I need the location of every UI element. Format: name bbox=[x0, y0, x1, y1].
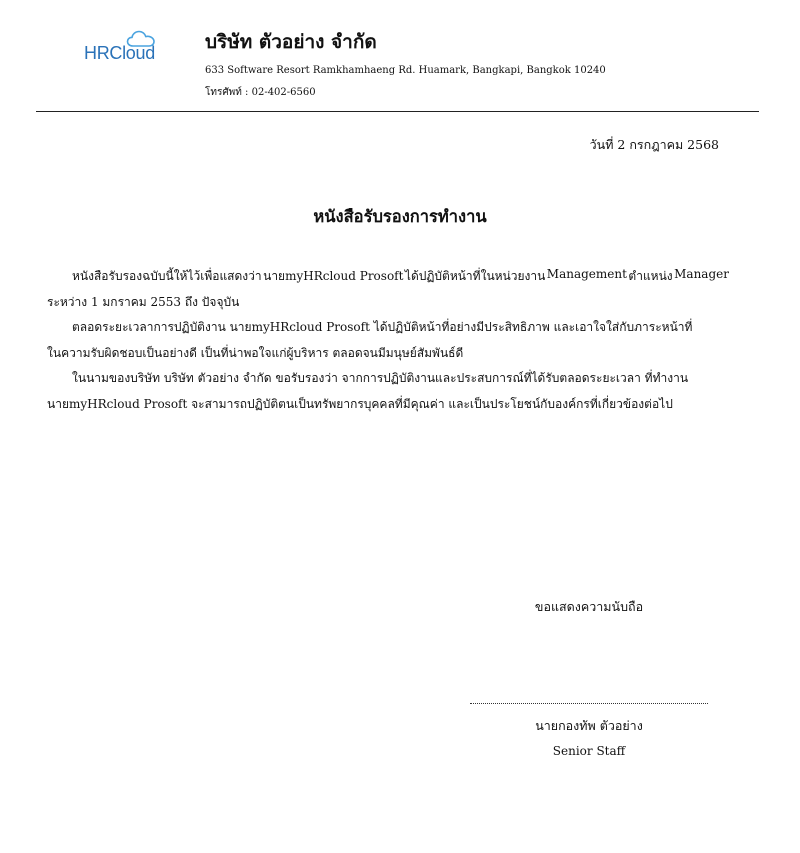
document-date: วันที่ 2 กรกฎาคม 2568 bbox=[589, 137, 719, 152]
body-word: Manager bbox=[674, 267, 729, 281]
signature-closing: ขอแสดงความนับถือ bbox=[534, 599, 644, 614]
body-line-1 bbox=[72, 267, 729, 286]
logo-text: HRCloud bbox=[84, 43, 155, 63]
body-word: นายmyHRcloud Prosoft bbox=[263, 269, 404, 283]
body-word: ตำแหน่ง bbox=[628, 269, 673, 283]
body-line-3: ตลอดระยะเวลาการปฏิบัติงาน นายmyHRcloud Prosoft ได้ปฏิบัติหน้าที่อย่างมีประสิทธิภาพ และเอาใจใส่กับภาระหน้าที่ bbox=[72, 320, 693, 334]
company-logo bbox=[84, 30, 156, 70]
company-phone: โทรศัพท์ : 02-402-6560 bbox=[205, 87, 316, 98]
signatory-position: Senior Staff bbox=[552, 744, 626, 758]
signatory-name: นายกองทัพ ตัวอย่าง bbox=[535, 718, 643, 733]
company-name: บริษัท ตัวอย่าง จำกัด bbox=[205, 31, 377, 53]
body-word: Management bbox=[546, 267, 627, 281]
body-word: หนังสือรับรองฉบับนี้ให้ไว้เพื่อแสดงว่า bbox=[72, 269, 262, 283]
body-line-2: ระหว่าง 1 มกราคม 2553 ถึง ปัจจุบัน bbox=[47, 295, 240, 309]
body-line-4: ในความรับผิดชอบเป็นอย่างดี เป็นที่น่าพอใจแก่ผู้บริหาร ตลอดจนมีมนุษย์สัมพันธ์ดี bbox=[47, 346, 464, 360]
document-title: หนังสือรับรองการทำงาน bbox=[313, 207, 487, 226]
body-word: ได้ปฏิบัติหน้าที่ในหน่วยงาน bbox=[404, 269, 546, 283]
company-address: 633 Software Resort Ramkhamhaeng Rd. Huamark, Bangkapi, Bangkok 10240 bbox=[205, 65, 606, 76]
signature-line bbox=[470, 703, 708, 704]
header-divider bbox=[36, 111, 759, 112]
body-line-6: นายmyHRcloud Prosoft จะสามารถปฏิบัติตนเป็นทรัพยากรบุคคลที่มีคุณค่า และเป็นประโยชน์กับองค์กรที่เกี่ยวข้องต่อไป bbox=[47, 397, 673, 411]
body-line-5: ในนามของบริษัท บริษัท ตัวอย่าง จำกัด ขอรับรองว่า จากการปฏิบัติงานและประสบการณ์ที่ได้รับตลอดระยะเวลา ที่ทำงาน bbox=[72, 371, 689, 385]
